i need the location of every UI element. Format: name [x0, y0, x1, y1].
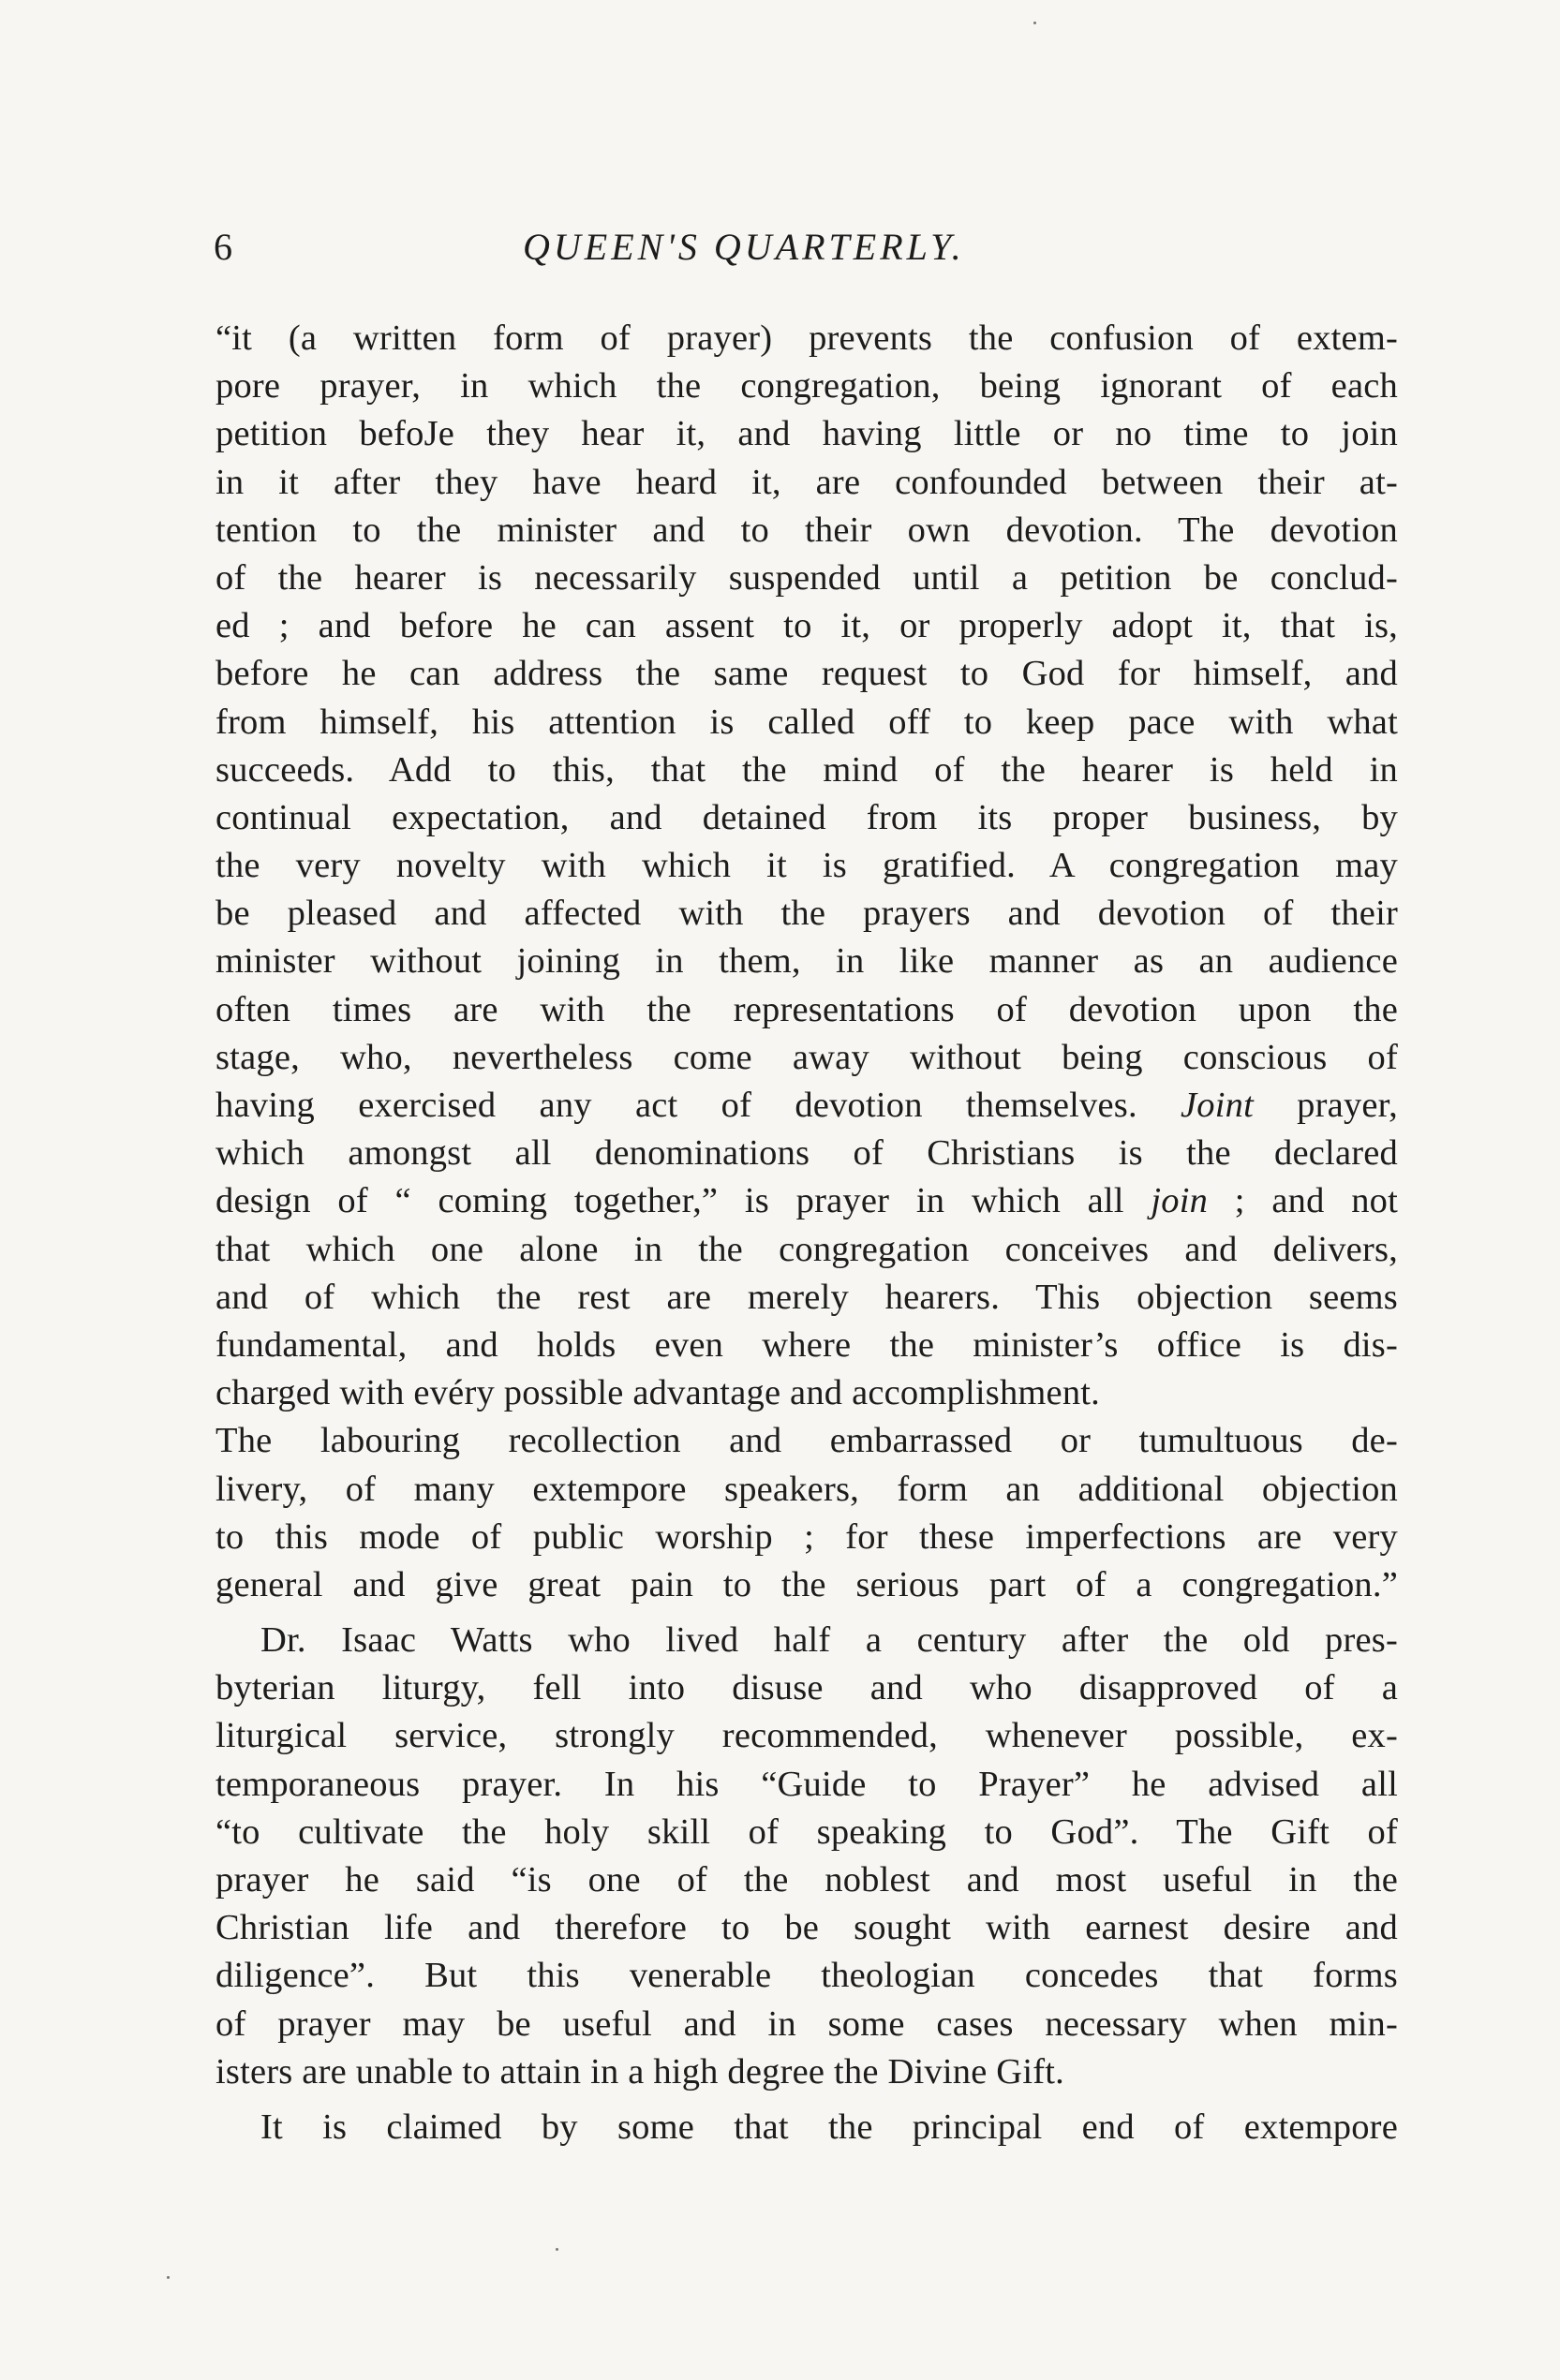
text-line: to this mode of public worship ; for these imperfections are very: [215, 1516, 1398, 1557]
text-line: petition befoJe they hear it, and having little or no time to join: [215, 414, 1398, 454]
paragraph-1: [215, 315, 1398, 1609]
text-line: design of “ coming together,” is prayer in which all join ; and not: [215, 1181, 1398, 1221]
text-line: diligence”. But this venerable theologian concedes that forms: [215, 1956, 1398, 1996]
text-line: minister without joining in them, in like manner as an audience: [215, 941, 1398, 982]
text-line: that which one alone in the congregation conceives and delivers,: [215, 1229, 1398, 1269]
text-line: continual expectation, and detained from its proper business, by: [215, 797, 1398, 837]
text-line: byterian liturgy, fell into disuse and who disapproved of a: [215, 1668, 1398, 1708]
text-line: stage, who, nevertheless come away without being conscious of: [215, 1037, 1398, 1077]
text-line: livery, of many extempore speakers, form an additional objection: [215, 1469, 1398, 1509]
text-line: pore prayer, in which the congregation, being ignorant of each: [215, 366, 1398, 407]
text-line: “it (a written form of prayer) prevents the confusion of extem-: [215, 318, 1398, 358]
text-line: prayer he said “is one of the noblest and most useful in the: [215, 1860, 1398, 1900]
running-title: QUEEN'S QUARTERLY.: [523, 226, 965, 268]
page-header: [214, 225, 1396, 281]
text-line: temporaneous prayer. In his “Guide to Prayer” he advised all: [215, 1764, 1398, 1804]
text-line: in it after they have heard it, are confounded between their at-: [215, 462, 1398, 502]
text-line: and of which the rest are merely hearers. This objection seems: [215, 1277, 1398, 1317]
paragraph-2: [215, 1617, 1398, 2096]
text-line: succeeds. Add to this, that the mind of the hearer is held in: [215, 749, 1398, 790]
paragraph-3: [215, 2104, 1398, 2151]
text-line: isters are unable to attain in a high degree the Divine Gift.: [215, 2051, 1064, 2092]
text-line: tention to the minister and to their own devotion. The devotion: [215, 510, 1398, 550]
body-text: [215, 315, 1398, 2151]
text-line: be pleased and affected with the prayers and devotion of their: [215, 894, 1398, 934]
text-line: general and give great pain to the serious part of a congregation.”: [215, 1564, 1398, 1604]
text-line: charged with evéry possible advantage and accomplishment.: [215, 1373, 1101, 1413]
page-number: 6: [214, 226, 233, 268]
scan-speck: [556, 2248, 558, 2251]
italic-word: Joint: [1180, 1086, 1254, 1125]
text-line: from himself, his attention is called off to keep pace with what: [215, 702, 1398, 742]
text-line: the very novelty with which it is gratified. A congregation may: [215, 846, 1398, 886]
text-line: “to cultivate the holy skill of speaking to God”. The Gift of: [215, 1811, 1398, 1852]
text-line: fundamental, and holds even where the minister’s office is dis-: [215, 1324, 1398, 1365]
text-line: having exercised any act of devotion themselves. Joint prayer,: [215, 1086, 1398, 1125]
text-line: ed ; and before he can assent to it, or properly adopt it, that is,: [215, 606, 1398, 646]
text-line: The labouring recollection and embarrassed or tumultuous de-: [215, 1421, 1398, 1461]
text-line: liturgical service, strongly recommended, whenever possible, ex-: [215, 1716, 1398, 1756]
scan-speck: [167, 2276, 170, 2279]
text-line: before he can address the same request to God for himself, and: [215, 654, 1398, 694]
text-line: Christian life and therefore to be sought with earnest desire and: [215, 1908, 1398, 1948]
text-line: It is claimed by some that the principal end of extempore: [260, 2107, 1398, 2147]
text-line: which amongst all denominations of Christians is the declared: [215, 1133, 1398, 1174]
text-line: Dr. Isaac Watts who lived half a century after the old pres-: [260, 1620, 1398, 1661]
text-line: often times are with the representations of devotion upon the: [215, 989, 1398, 1029]
text-line: of the hearer is necessarily suspended until a petition be conclud-: [215, 557, 1398, 598]
italic-word: join: [1151, 1181, 1209, 1221]
text-line: of prayer may be useful and in some cases necessary when min-: [215, 2003, 1398, 2044]
scan-speck: [1033, 22, 1036, 24]
